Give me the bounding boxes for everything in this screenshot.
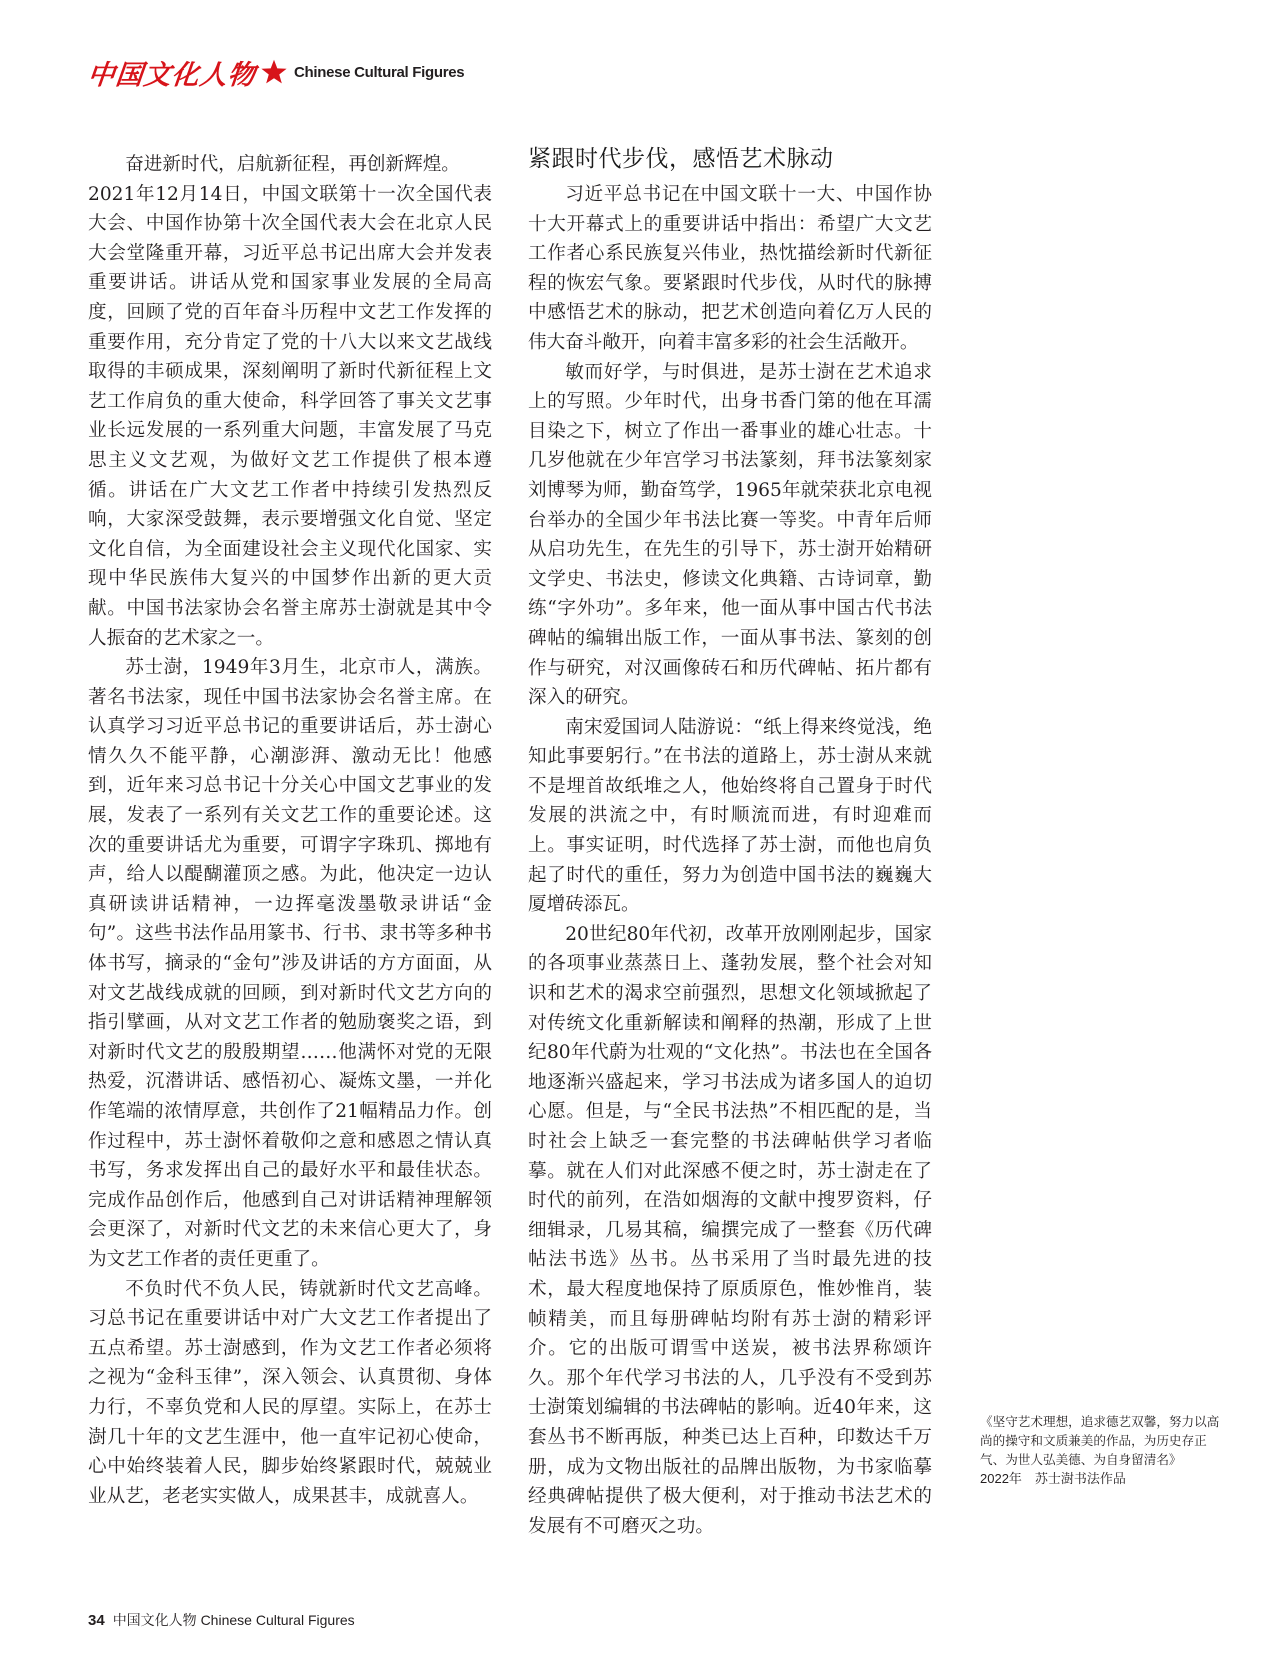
left-column [88,150,492,1511]
section-heading: 紧跟时代步伐，感悟艺术脉动 [528,146,834,172]
paragraph: 20世纪80年代初，改革开放刚刚起步，国家的各项事业蒸蒸日上、蓬勃发展，整个社会对知识和艺术的渴求空前强烈，思想文化领域掀起了对传统文化重新解读和阐释的热潮，形成了上世纪80年代蔚为壮观的“文化热”。书法也在全国各地逐渐兴盛起来，学习书法成为诸多国人的迫切心愿。但是，与“全民书法热”不相匹配的是，当时社会上缺乏一套完整的书法碑帖供学习者临摹。就在人们对此深感不便之时，苏士澍走在了时代的前列，在浩如烟海的文献中搜罗资料，仔细辑录，几易其稿，编撰完成了一整套《历代碑帖法书选》丛书。丛书采用了当时最先进的技术，最大程度地保持了原质原色，惟妙惟肖，装帧精美，而且每册碑帖均附有苏士澍的精彩评介。它的出版可谓雪中送炭，被书法界称颂许久。那个年代学习书法的人，几乎没有不受到苏士澍策划编辑的书法碑帖的影响。近40年来，这套丛书不断再版，种类已达上百种，印数达千万册，成为文物出版社的品牌出版物，为书家临摹经典碑帖提供了极大便利，对于推动书法艺术的发展有不可磨灭之功。 [528,923,932,1537]
caption-title: 《坚守艺术理想，追求德艺双馨，努力以高尚的操守和文质兼美的作品，为历史存正气、为世人弘美德、为自身留清名》 [980,1414,1220,1467]
page-footer [88,1610,355,1630]
paragraph: 苏士澍，1949年3月生，北京市人，满族。著名书法家，现任中国书法家协会名誉主席。在认真学习习近平总书记的重要讲话后，苏士澍心情久久不能平静，心潮澎湃、激动无比！他感到，近年来习总书记十分关心中国文艺事业的发展，发表了一系列有关文艺工作的重要论述。这次的重要讲话尤为重要，可谓字字珠玑、掷地有声，给人以醍醐灌顶之感。为此，他决定一边认真研读讲话精神，一边挥毫泼墨敬录讲话“金句”。这些书法作品用篆书、行书、隶书等多种书体书写，摘录的“金句”涉及讲话的方方面面，从对文艺战线成就的回顾，到对新时代文艺方向的指引擘画，从对文艺工作者的勉励褒奖之语，到对新时代文艺的殷殷期望……他满怀对党的无限热爱，沉潜讲话、感悟初心、凝炼文墨，一并化作笔端的浓情厚意，共创作了21幅精品力作。创作过程中，苏士澍怀着敬仰之意和感恩之情认真书写，务求发挥出自己的最好水平和最佳状态。完成作品创作后，他感到自己对讲话精神理解领会更深了，对新时代文艺的未来信心更大了，身为文艺工作者的责任更重了。 [88,657,492,1270]
paragraph: 不负时代不负人民，铸就新时代文艺高峰。习总书记在重要讲话中对广大文艺工作者提出了五点希望。苏士澍感到，作为文艺工作者必须将之视为“金科玉律”，深入领会、认真贯彻、身体力行，不辜负党和人民的厚望。实际上，在苏士澍几十年的文艺生涯中，他一直牢记初心使命，心中始终装着人民，脚步始终紧跟时代，兢兢业业从艺，老老实实做人，成果甚丰，成就喜人。 [88,1278,492,1507]
right-column [528,144,932,1541]
paragraph: 敏而好学，与时俱进，是苏士澍在艺术追求上的写照。少年时代，出身书香门第的他在耳濡目染之下，树立了作出一番事业的雄心壮志。十几岁他就在少年宫学习书法篆刻，拜书法篆刻家刘博琴为师，勤奋笃学，1965年就荣获北京电视台举办的全国少年书法比赛一等奖。中青年后师从启功先生，在先生的引导下，苏士澍开始精研文学史、书法史，修读文化典籍、古诗词章，勤练“字外功”。多年来，他一面从事中国古代书法碑帖的编辑出版工作，一面从事书法、篆刻的创作与研究，对汉画像砖石和历代碑帖、拓片都有深入的研究。 [528,361,932,709]
paragraph: 奋进新时代，启航新征程，再创新辉煌。 [125,154,460,175]
page-number: 34 [88,1612,105,1629]
brand-title-en: Chinese Cultural Figures [294,63,465,81]
brand-title-cn: 中国文化人物 [86,59,258,91]
caption-meta: 2022年 苏士澍书法作品 [980,1471,1126,1486]
star-icon [260,58,288,86]
paragraph: 2021年12月14日，中国文联第十一次全国代表大会、中国作协第十次全国代表大会在北京人民大会堂隆重开幕，习近平总书记出席大会并发表重要讲话。讲话从党和国家事业发展的全局高度，回顾了党的百年奋斗历程中文艺工作发挥的重要作用，充分肯定了党的十八大以来文艺战线取得的丰硕成果，深刻阐明了新时代新征程上文艺工作肩负的重大使命，科学回答了事关文艺事业长远发展的一系列重大问题，丰富发展了马克思主义文艺观，为做好文艺工作提供了根本遵循。讲话在广大文艺工作者中持续引发热烈反响，大家深受鼓舞，表示要增强文化自觉、坚定文化自信，为全面建设社会主义现代化国家、实现中华民族伟大复兴的中国梦作出新的更大贡献。中国书法家协会名誉主席苏士澍就是其中令人振奋的艺术家之一。 [88,183,492,649]
masthead [88,52,464,92]
footer-label: 中国文化人物 Chinese Cultural Figures [112,1612,355,1628]
artwork-caption [980,1412,1230,1488]
paragraph: 习近平总书记在中国文联十一大、中国作协十大开幕式上的重要讲话中指出：希望广大文艺工作者心系民族复兴伟业，热忱描绘新时代新征程的恢宏气象。要紧跟时代步伐，从时代的脉搏中感悟艺术的脉动，把艺术创造向着亿万人民的伟大奋斗敞开，向着丰富多彩的社会生活敞开。 [528,184,932,353]
paragraph: 南宋爱国词人陆游说：“纸上得来终觉浅，绝知此事要躬行。”在书法的道路上，苏士澍从来就不是埋首故纸堆之人，他始终将自己置身于时代发展的洪流之中，有时顺流而进，有时迎难而上。事实证明，时代选择了苏士澍，而他也肩负起了时代的重任，努力为创造中国书法的巍巍大厦增砖添瓦。 [528,716,932,916]
